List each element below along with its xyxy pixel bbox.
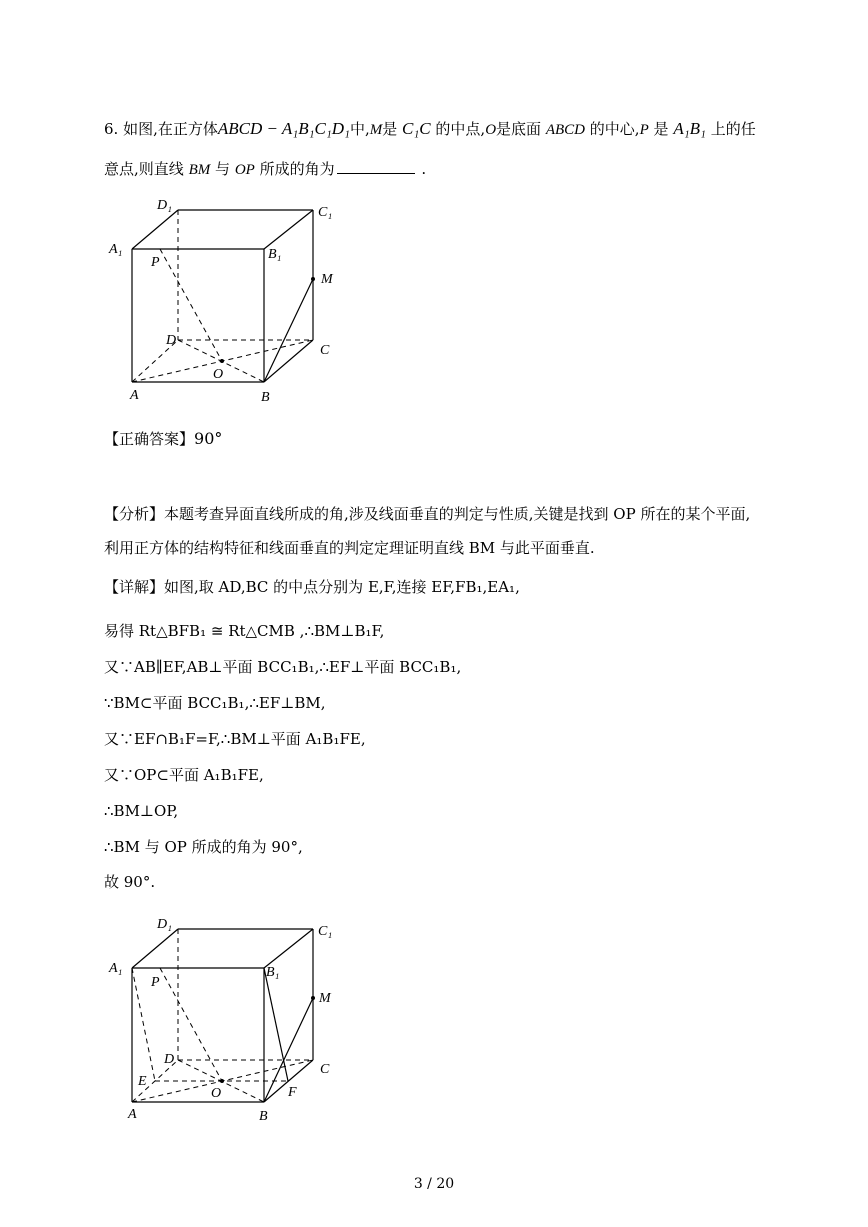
label-b1: B₁ [266, 965, 280, 980]
detail-line: ∵BM⊂平面 BCC₁B₁,∴EF⊥BM, [104, 694, 326, 712]
detail-line: 又∵EF∩B₁F=F,∴BM⊥平面 A₁B₁FE, [104, 730, 366, 748]
detail-line: ∴BM⊥OP, [104, 802, 179, 820]
label-b: B [261, 390, 270, 405]
label-b: B [259, 1109, 268, 1124]
label-o: O [213, 367, 224, 382]
page-number: 3 / 20 [413, 1176, 455, 1192]
label-d1: D₁ [157, 917, 172, 932]
detail-line: 【详解】如图,取 AD,BC 的中点分别为 E,F,连接 EF,FB₁,EA₁, [104, 578, 520, 596]
label-a: A [130, 388, 139, 403]
answer-blank [337, 159, 415, 174]
label-a1: A₁ [109, 242, 123, 257]
analysis-line-2: 利用正方体的结构特征和线面垂直的判定定理证明直线 BM 与此平面垂直. [104, 539, 595, 557]
label-m: M [319, 991, 331, 1006]
analysis-line-1: 【分析】本题考查异面直线所成的角,涉及线面垂直的判定与性质,关键是找到 OP 所在的某个平面, [104, 505, 751, 523]
label-f: F [288, 1085, 297, 1100]
cube-name: ABCD − A₁B₁C₁D₁ [217, 119, 350, 138]
label-p: P [151, 975, 160, 990]
detail-line: ∴BM 与 OP 所成的角为 90°, [104, 838, 303, 856]
label-c: C [320, 1062, 330, 1077]
label-d1: D₁ [157, 198, 172, 213]
detail-line: 故 90°. [104, 873, 156, 891]
label-p: P [151, 255, 160, 270]
question-line-1: 6. 如图,在正方体ABCD − A₁B₁C₁D₁中,M是 C₁C 的中点,O是底面 ABCD 的中心,P 是 A₁B₁ 上的任 [104, 119, 756, 138]
label-e: E [138, 1074, 147, 1089]
label-b1: B₁ [268, 247, 282, 262]
label-d: D [166, 333, 177, 348]
label-a: A [128, 1107, 137, 1122]
label-a1: A₁ [109, 961, 123, 976]
cube-figure-1 [100, 190, 360, 410]
detail-line: 易得 Rt△BFB₁ ≅ Rt△CMB ,∴BM⊥B₁F, [104, 622, 385, 640]
correct-answer: 【正确答案】90° [104, 429, 223, 448]
question-line-2: 意点,则直线 BM 与 OP 所成的角为 . [104, 160, 427, 178]
detail-line: 又∵AB∥EF,AB⊥平面 BCC₁B₁,∴EF⊥平面 BCC₁B₁, [104, 658, 462, 676]
label-c: C [320, 343, 330, 358]
label-d: D [164, 1052, 175, 1067]
label-c1: C₁ [318, 205, 333, 220]
label-o: O [211, 1086, 222, 1101]
label-m: M [321, 272, 333, 287]
detail-line: 又∵OP⊂平面 A₁B₁FE, [104, 766, 264, 784]
cube-figure-2 [100, 908, 360, 1130]
label-c1: C₁ [318, 924, 333, 939]
